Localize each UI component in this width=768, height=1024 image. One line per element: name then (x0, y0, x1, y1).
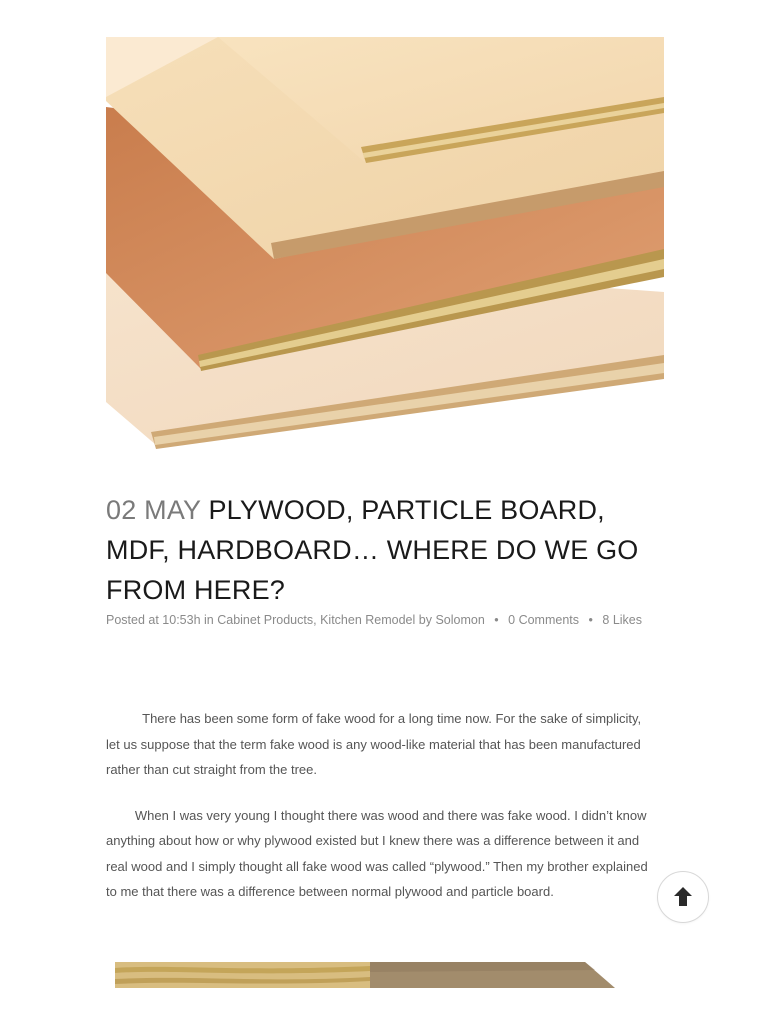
scroll-to-top-button[interactable] (657, 871, 709, 923)
featured-image[interactable] (106, 37, 664, 468)
paragraph (106, 706, 656, 783)
likes-link[interactable] (602, 613, 642, 627)
paragraph (106, 803, 656, 905)
by-label: by (418, 613, 432, 627)
author-link[interactable]: Solomon (435, 613, 485, 627)
posted-at-label: Posted at 10:53h in (106, 613, 214, 627)
paragraph-text: There has been some form of fake wood for a long time now. For the sake of simplicity, let us suppose that the term fake wood is any wood-like material that has been manufactured rather than cut straight from the tree. (106, 711, 642, 777)
meta-bullet: • (588, 613, 593, 627)
arrow-up-icon (674, 887, 692, 907)
meta-bullet: • (494, 613, 499, 627)
category-link-cabinet-products[interactable]: Cabinet Products (217, 613, 314, 627)
category-link-kitchen-remodel[interactable]: Kitchen Remodel (320, 613, 416, 627)
post-title-text: PLYWOOD, PARTICLE BOARD, MDF, HARDBOARD… WHERE DO WE GO FROM HERE? (106, 495, 639, 605)
likes-label: Likes (612, 613, 642, 627)
paragraph-text: When I was very young I thought there was wood and there was fake wood. I didn’t know anything about how or why plywood existed but I knew there was a difference between it and real wood and I simply thought all fake wood was called “plywood.” Then my brother explained to me that there was a difference between normal plywood and particle board. (106, 807, 648, 899)
post-title (106, 490, 666, 610)
comments-link[interactable]: 0 Comments (508, 613, 580, 627)
content-image[interactable] (115, 962, 630, 988)
likes-count: 8 (602, 613, 610, 627)
post-date: 02 MAY (106, 495, 201, 525)
post-meta (106, 612, 706, 629)
post-content (106, 706, 656, 925)
category-separator: , (313, 613, 317, 627)
